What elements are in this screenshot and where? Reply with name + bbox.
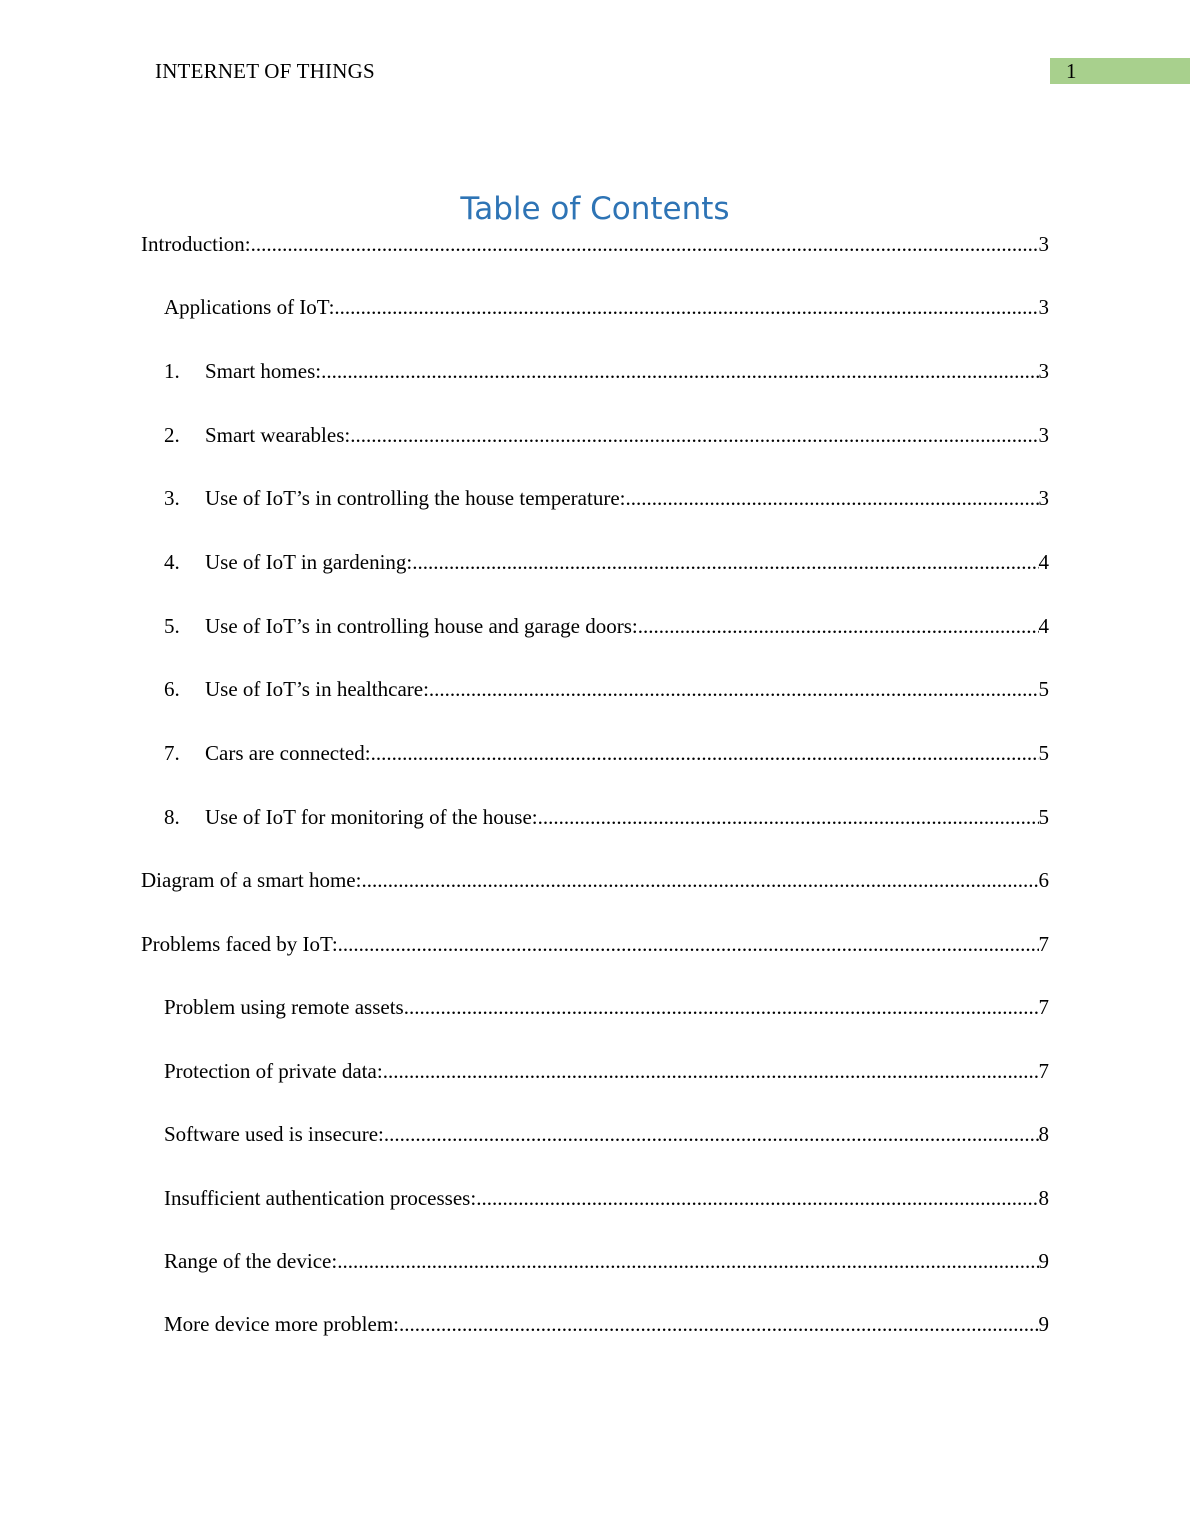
toc-entry-number: 1. <box>164 359 180 383</box>
toc-entry-page: 3 <box>1038 486 1049 510</box>
toc-entry-text: Problems faced by IoT: <box>141 932 338 956</box>
toc-entry[interactable] <box>164 1183 1049 1213</box>
toc-entry-page: 3 <box>1038 232 1049 256</box>
toc-entry-text: Introduction: <box>141 232 251 256</box>
toc-dot-leader <box>404 992 1039 1022</box>
toc-entry-text: Problem using remote assets <box>164 995 404 1019</box>
toc-entry[interactable] <box>141 865 1049 895</box>
toc-entry[interactable] <box>164 738 1049 768</box>
toc-entry-page: 5 <box>1038 741 1049 765</box>
toc-entry[interactable] <box>164 1246 1049 1276</box>
toc-entry-text: Use of IoT’s in controlling the house temperature: <box>205 486 626 510</box>
toc-entry-text: Smart wearables: <box>205 423 351 447</box>
toc-entry-text: Use of IoT’s in healthcare: <box>205 677 429 701</box>
toc-entry[interactable] <box>164 992 1049 1022</box>
toc-entry[interactable] <box>164 1119 1049 1149</box>
toc-entry-page: 5 <box>1038 805 1049 829</box>
toc-entry-page: 5 <box>1038 677 1049 701</box>
toc-entry-page: 7 <box>1038 932 1049 956</box>
toc-entry-page: 8 <box>1038 1122 1049 1146</box>
toc-entry[interactable] <box>164 483 1049 513</box>
toc-entry[interactable] <box>141 929 1049 959</box>
toc-dot-leader <box>476 1183 1038 1213</box>
toc-title: Table of Contents <box>460 191 730 227</box>
toc-dot-leader <box>361 865 1038 895</box>
toc-entry-text: Use of IoT in gardening: <box>205 550 413 574</box>
toc-entry-text: Use of IoT for monitoring of the house: <box>205 805 538 829</box>
toc-entry-text: Insufficient authentication processes: <box>164 1186 477 1210</box>
toc-dot-leader <box>638 611 1039 641</box>
toc-entry[interactable] <box>164 674 1049 704</box>
toc-entry[interactable] <box>164 356 1049 386</box>
toc-entry-page: 7 <box>1038 1059 1049 1083</box>
toc-entry-page: 3 <box>1038 295 1049 319</box>
toc-entry-text: More device more problem: <box>164 1312 399 1336</box>
toc-entry[interactable] <box>164 547 1049 577</box>
toc-entry[interactable] <box>164 1056 1049 1086</box>
toc-entry-text: Diagram of a smart home: <box>141 868 362 892</box>
toc-entry[interactable] <box>141 229 1049 259</box>
toc-dot-leader <box>321 356 1038 386</box>
toc-entry[interactable] <box>164 611 1049 641</box>
toc-entry-text: Range of the device: <box>164 1249 338 1273</box>
toc-entry-text: Protection of private data: <box>164 1059 383 1083</box>
toc-dot-leader <box>338 929 1039 959</box>
toc-entry-text: Cars are connected: <box>205 741 371 765</box>
toc-dot-leader <box>334 292 1038 322</box>
toc-entry[interactable] <box>164 420 1049 450</box>
toc-entry-page: 3 <box>1038 423 1049 447</box>
toc-entry-page: 3 <box>1038 359 1049 383</box>
toc-entry-page: 7 <box>1038 995 1049 1019</box>
toc-entry-page: 4 <box>1038 550 1049 574</box>
toc-entry-number: 8. <box>164 805 180 829</box>
toc-dot-leader <box>625 483 1038 513</box>
toc-entry-page: 9 <box>1038 1312 1049 1336</box>
toc-entry[interactable] <box>164 1309 1049 1339</box>
toc-entry-number: 6. <box>164 677 180 701</box>
toc-entry-text: Smart homes: <box>205 359 322 383</box>
toc-entry-number: 5. <box>164 614 180 638</box>
toc-entry[interactable] <box>164 802 1049 832</box>
toc-entry-page: 9 <box>1038 1249 1049 1273</box>
toc-entry-number: 2. <box>164 423 180 447</box>
toc-entry-number: 7. <box>164 741 180 765</box>
toc-dot-leader <box>429 674 1039 704</box>
toc-dot-leader <box>251 229 1039 259</box>
toc-entry-number: 3. <box>164 486 180 510</box>
toc-entry-page: 6 <box>1038 868 1049 892</box>
toc-dot-leader <box>350 420 1038 450</box>
toc-dot-leader <box>538 802 1039 832</box>
running-head: INTERNET OF THINGS <box>155 59 375 83</box>
toc-dot-leader <box>384 1119 1039 1149</box>
toc-dot-leader <box>399 1309 1039 1339</box>
toc-dot-leader <box>383 1056 1039 1086</box>
toc-entry-text: Use of IoT’s in controlling house and garage doors: <box>205 614 638 638</box>
toc-entry[interactable] <box>164 292 1049 322</box>
toc-entry-number: 4. <box>164 550 180 574</box>
toc-entry-text: Applications of IoT: <box>164 295 335 319</box>
toc-entry-page: 8 <box>1038 1186 1049 1210</box>
toc-dot-leader <box>371 738 1039 768</box>
toc-dot-leader <box>412 547 1038 577</box>
toc-entry-text: Software used is insecure: <box>164 1122 384 1146</box>
toc-dot-leader <box>337 1246 1038 1276</box>
toc-entry-page: 4 <box>1038 614 1049 638</box>
page-number: 1 <box>1066 59 1077 83</box>
